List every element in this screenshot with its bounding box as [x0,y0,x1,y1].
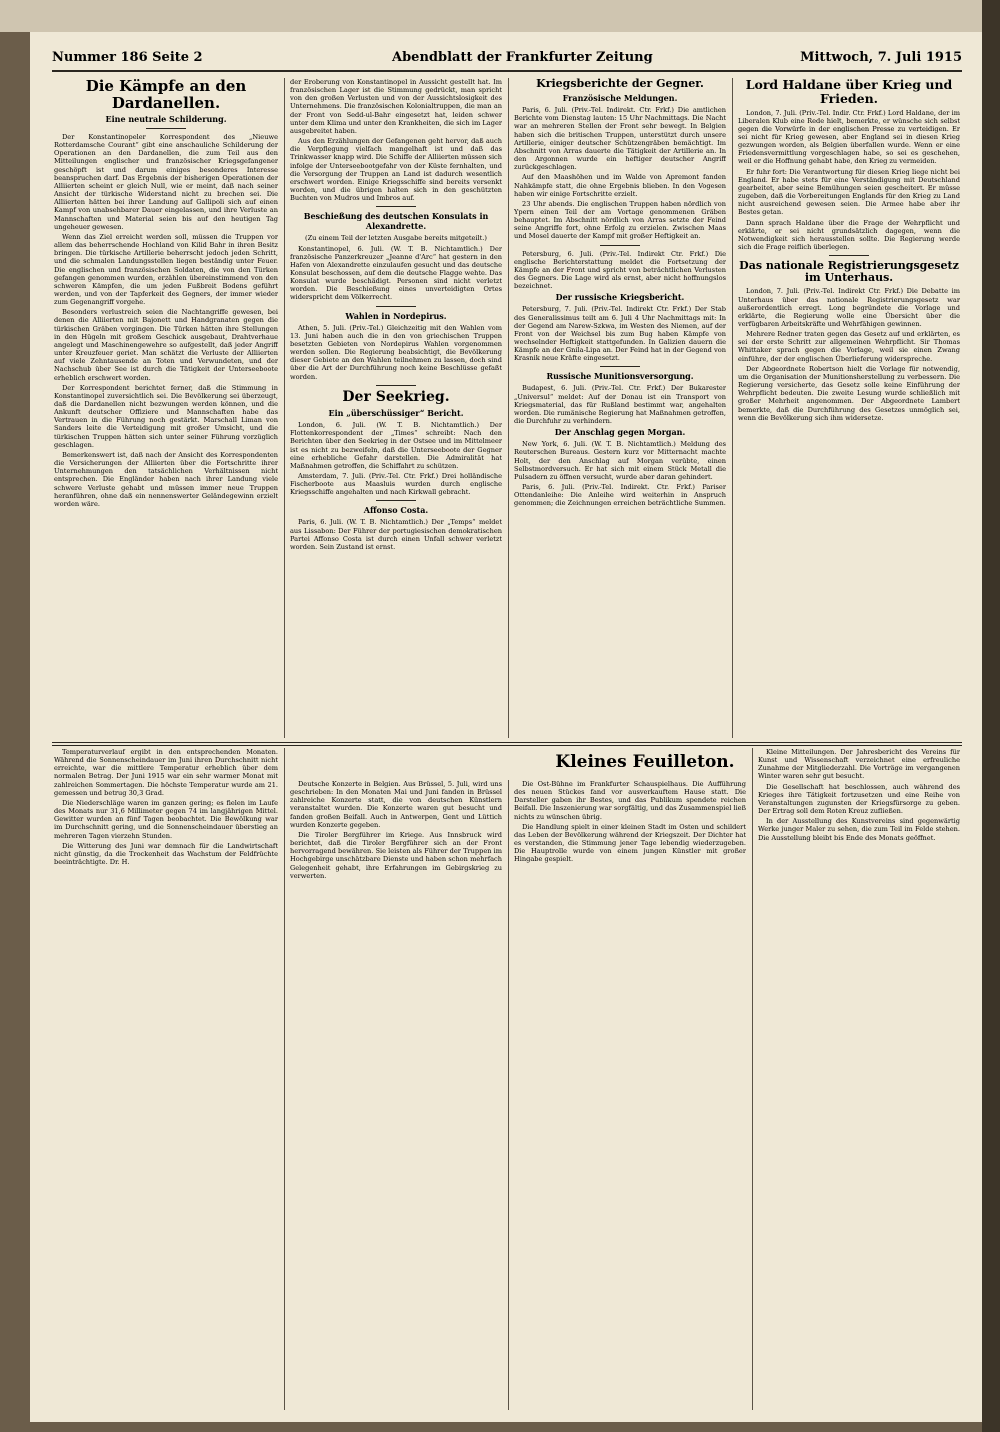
headline-haldane: Lord Haldane über Krieg und Frieden. [745,78,953,106]
headline-kriegsberichte: Kriegsberichte der Gegner. [536,78,704,90]
column-feuilleton-a [290,780,502,1410]
article-paragraph: Der Abgeordnete Robertson hielt die Vorlage für notwendig, um die Organisation der Munitionsherstellung zu verbessern. Die Regierung versicherte, das Gesetz solle keine Einführung der Wehrpflicht bedeuten. Die zweite Lesung wurde schließlich mit großer Mehrheit angenommen. Der Abgeordnete Lambert bemerkte, daß die Durchführung des Gesetzes unmöglich sei, wenn die Bevölkerung sich ihm widersetze. [738,364,960,422]
article-paragraph: In der Ausstellung des Kunstvereins sind gegenwärtig Werke junger Maler zu sehen, die zum Teil im Felde stehen. Die Ausstellung bleibt bis Ende des Monats geöffnet. [758,817,960,842]
column-haldane [738,78,960,738]
page-number: Nummer 186 Seite 2 [52,50,203,65]
article-paragraph: Deutsche Konzerte in Belgien. Aus Brüssel, 5. Juli, wird uns geschrieben: In den Monaten Mai und Juni fanden in Brüssel zahlreiche Konzerte statt, die von deutschen Künstlern veranstaltet wurden. Die Konzerte waren gut besucht und fanden großen Beifall. Auch in Antwerpen, Gent und Lüttich wurden Konzerte gegeben. [290,780,502,829]
article-paragraph: Die Niederschläge waren im ganzen gering; es fielen im Laufe des Monats nur 31,6 Millimeter gegen 74 im langjährigen Mittel. Gewitter wurden an fünf Tagen beobachtet. Die Bewölkung war im Durchschnitt gering, und die Sonnenscheindauer überstieg an mehreren Tagen vierzehn Stunden. [54,798,278,840]
divider [146,128,186,129]
article-paragraph: Die Witterung des Juni war demnach für die Landwirtschaft nicht günstig, da die Trockenheit das Wachstum der Feldfrüchte beeinträchtigte. Dr. H. [54,841,278,867]
article-paragraph: Die Gesellschaft hat beschlossen, auch während des Krieges ihre Tätigkeit fortzusetzen und eine Reihe von Veranstaltungen zugunsten der Kriegsfürsorge zu geben. Der Ertrag soll dem Roten Kreuz zufließen. [758,782,960,816]
divider [600,245,640,246]
article-paragraph: Amsterdam, 7. Juli. (Priv.-Tel. Ctr. Frkf.) Drei holländische Fischerboote aus Maasluis wurden durch englische Kriegsschiffe angehalten und nach Kirkwall gebracht. [290,472,502,497]
article-paragraph: Konstantinopel, 6. Juli. (W. T. B. Nichtamtlich.) Der französische Panzerkreuzer „Jeanne d'Arc“ hat gestern in den Hafen von Alexandrette einzulaufen gesucht und das deutsche Konsulat beschossen, auf dem die deutsche Flagge wehte. Das Konsulat wurde beschädigt. Personen sind nicht verletzt worden. Die Beschießung eines unverteidigten Ortes widerspricht dem Völkerrecht. [290,244,502,302]
divider [376,206,416,207]
article-paragraph: Wenn das Ziel erreicht werden soll, müssen die Truppen vor allem das beherrschende Hochland von Kilid Bahr in ihren Besitz bringen. Die türkische Artillerie beherrscht jedoch jeden Schritt, und die schmalen Landungsstellen liegen beständig unter Feuer. Die englischen und französischen Soldaten, die von den Türken gefangen genommen wurden, erzählen übereinstimmend von den schweren Kämpfen, die um jeden Fußbreit Bodens geführt werden, und von der Tapferkeit des Gegners, der immer wieder zum Gegenangriff vorgehe. [54,232,278,307]
column-rule [752,748,753,1410]
article-paragraph: London, 7. Juli. (Priv.-Tel. Indirekt Ctr. Frkf.) Die Debatte im Unterhaus über das nationale Registrierungsgesetz war außerordentlich erregt. Long begründete die Vorlage und erklärte, die Regierung wolle eine Übersicht über die verfügbaren Arbeitskräfte und Wehrfähigen gewinnen. [738,287,960,328]
masthead [52,50,962,72]
editor-note: (Zu einem Teil der letzten Ausgabe bereits mitgeteilt.) [305,234,487,243]
article-paragraph: Er fuhr fort: Die Verantwortung für diesen Krieg liege nicht bei England. Er habe stets für eine Verständigung mit Deutschland gearbeitet, aber seine Bemühungen seien gescheitert. Er müsse zugeben, daß die Vorbereitungen Englands für den Krieg zu Land nicht ausreichend gewesen seien. Die Armee habe aber ihr Bestes getan. [738,167,960,217]
column-rule [508,78,509,738]
article-paragraph: New York, 6. Juli. (W. T. B. Nichtamtlich.) Meldung des Reuterschen Bureaus. Gestern kurz vor Mitternacht machte Holt, der den Anschlag auf Morgan verübte, einen Selbstmordversuch. Er hat sich mit einem Stück Metall die Pulsadern zu öffnen versucht, wurde aber daran gehindert. [514,440,726,481]
article-paragraph: Paris, 6. Juli. (W. T. B. Nichtamtlich.) Der „Temps“ meldet aus Lissabon: Der Führer der portugiesischen demokratischen Partei Affonso Costa ist durch einen Unfall schwer verletzt worden. Sein Zustand ist ernst. [290,518,502,551]
article-paragraph: Die Handlung spielt in einer kleinen Stadt im Osten und schildert das Leben der Bevölkerung während der Kriegszeit. Der Dichter hat es verstanden, die Stimmung jener Tage lebendig wiederzugeben. Die Hauptrolle wurde von einem jungen Künstler mit großer Hingabe gespielt. [514,822,746,864]
column-rule [284,78,285,738]
article-paragraph: Mehrere Redner traten gegen das Gesetz auf und erklärten, es sei der erste Schritt zur allgemeinen Wehrpflicht. Sir Thomas Whittaker sprach gegen die Vorlage, weil sie einen Zwang einführe, der der englischen Überlieferung widerspreche. [738,330,960,363]
article-paragraph: Die Ost-Bühne im Frankfurter Schauspielhaus. Die Aufführung des neuen Stückes fand vor ausverkauftem Hause statt. Die Darsteller gaben ihr Bestes, und das Publikum spendete reichen Beifall. Die Inszenierung war sorgfältig, und das Zusammenspiel ließ nichts zu wünschen übrig. [514,780,746,821]
article-paragraph: Die Tiroler Bergführer im Kriege. Aus Innsbruck wird berichtet, daß die Tiroler Bergführer sich an der Front hervorragend bewähren. Sie leisten als Führer der Truppen im Hochgebirge unschätzbare Dienste und haben schon mehrfach Gelegenheit gehabt, ihre Erfahrungen im Gebirgskrieg zu verwerten. [290,830,502,880]
headline-wahlen: Wahlen in Nordepirus. [345,310,447,321]
article-paragraph: Budapest, 6. Juli. (Priv.-Tel. Ctr. Frkf.) Der Bukarester „Universul“ meldet: Auf der Donau ist ein Transport von Kriegsmaterial, das für Rußland bestimmt war, angehalten worden. Die rumänische Regierung hat Maßnahmen getroffen, die Durchfuhr zu verhindern. [514,384,726,426]
headline-registrierung: Das nationale Registrierungsgesetz im Unterhaus. [739,259,959,285]
column-rule [732,78,733,738]
headline-anschlag-morgan: Der Anschlag gegen Morgan. [554,427,686,438]
article-paragraph: 23 Uhr abends. Die englischen Truppen haben nördlich von Ypern einen Teil der am Vortage genommenen Gräben behauptet. Im Abschnitt nördlich von Arras setzte der Feind seine Angriffe fort, ohne Erfolg zu erzielen. Zwischen Maas und Mosel dauerte der Kampf mit großer Heftigkeit an. [514,199,726,241]
divider [376,500,416,501]
issue-date: Mittwoch, 7. Juli 1915 [800,50,962,65]
headline-konsulat: Beschießung des deutschen Konsulats in Alexandrette. [303,211,489,232]
article-paragraph: Paris, 6. Juli. (Priv.-Tel. Indirekt. Ctr. Frkf.) Pariser Ottendanleihe: Die Anleihe wird weiterhin in Anspruch genommen; die Zeichnungen erreichen beträchtliche Summen. [514,483,726,508]
article-paragraph: Kleine Mitteilungen. Der Jahresbericht des Vereins für Kunst und Wissenschaft verzeichnet eine erfreuliche Zunahme der Mitgliederzahl. Die Vorträge im vergangenen Winter waren sehr gut besucht. [758,748,960,781]
article-paragraph: Petersburg, 7. Juli. (Priv.-Tel. Indirekt Ctr. Frkf.) Der Stab des Generalissimus teilt am 6. Juli 4 Uhr Nachmittags mit: In der Gegend am Narew-Szkwa, im Westen des Niemen, auf der Front von der Weichsel bis zum Bug haben Kämpfe von wechselnder Heftigkeit stattgefunden. In Galizien dauern die Kämpfe an der Gnila-Lipa an. Der Feind hat in der Gegend von Krasnik neue Kräfte eingesetzt. [514,305,726,363]
page-edge-right [982,0,1000,1432]
headline-feuilleton: Kleines Feuilleton. [555,752,735,772]
column-rule [508,780,509,1410]
article-paragraph: der Eroberung von Konstantinopel in Aussicht gestellt hat. Im französischen Lager ist die Stimmung gedrückt, man spricht von den großen Verlusten und von der Aussichtslosigkeit des Unternehmens. Die französischen Kolonialtruppen, die man an der Front von Sedd-ul-Bahr eingesetzt hat, leiden schwer unter dem Klima und unter den Krankheiten, die sich im Lager ausgebreitet haben. [290,78,502,135]
article-paragraph: Petersburg, 6. Juli. (Priv.-Tel. Indirekt Ctr. Frkf.) Die englische Berichterstattung meldet die Fortsetzung der Kämpfe an der Front und spricht von beträchtlichen Verlusten des Gegners. Die Lage wird als ernst, aber nicht hoffnungslos bezeichnet. [514,249,726,291]
divider [376,385,416,386]
headline-dardanellen: Die Kämpfe an den Dardanellen. [85,78,247,112]
column-kriegsberichte [514,78,726,738]
article-paragraph: Auf den Maashöhen und im Walde von Apremont fanden Nahkämpfe statt, die ohne Ergebnis blieben. In den Vogesen haben wir einige Fortschritte erzielt. [514,173,726,198]
subheadline-seekrieg: Ein „überschüssiger“ Bericht. [328,408,464,419]
column-konsulat-seekrieg [290,78,502,738]
article-paragraph: Der Korrespondent berichtet ferner, daß die Stimmung in Konstantinopel zuversichtlich sei. Die Bevölkerung sei überzeugt, daß die Dardanellen nicht bezwungen werden können, und die Ankunft deutscher Offiziere und Mannschaften habe das Vertrauen in die Führung noch gestärkt. Marschall Liman von Sanders leite die Verteidigung mit großer Umsicht, und die türkischen Truppen hätten sich unter seiner Führung vorzüglich geschlagen. [54,383,278,449]
headline-costa: Affonso Costa. [363,505,429,516]
article-paragraph: Besonders verlustreich seien die Nachtangriffe gewesen, bei denen die Alliierten mit Bajonett und Handgranaten gegen die türkischen Gräben vorgingen. Die Türken hätten ihre Stellungen in den Hügeln mit großem Geschick ausgebaut, Drahtverhaue angelegt und Maschinengewehre so aufgestellt, daß jeder Angriff unter Kreuzfeuer geriet. Man schätzt die Verluste der Alliierten auf viele Zehntausende an Toten und Verwundeten, und der Nachschub über See ist durch die Tätigkeit der Unterseeboote erheblich erschwert worden. [54,308,278,382]
article-paragraph: Bemerkenswert ist, daß nach der Ansicht des Korrespondenten die Versicherungen der Alliierten über die Fortschritte ihrer Unternehmungen den tatsächlichen Verhältnissen nicht entsprechen. Die Engländer haben nach ihrer Landung viele schwere Verluste gehabt und müssen immer neue Truppen heranführen, ohne daß ein nennenswerter Geländegewinn erzielt worden wäre. [54,450,278,508]
divider [376,306,416,307]
section-rule [52,742,962,743]
newspaper-title: Abendblatt der Frankfurter Zeitung [392,50,653,65]
page-edge-top [0,0,982,32]
column-rule [284,748,285,1410]
article-paragraph: Temperaturverlauf ergibt in den entsprechenden Monaten. Während die Sonnenscheindauer im Juni ihren Durchschnitt nicht erreichte, war die mittlere Temperatur erheblich über dem normalen Betrag. Der Juni 1915 war ein sehr warmer Monat mit zahlreichen Sommertagen. Die höchste Temperatur wurde am 21. gemessen und betrug 30,3 Grad. [54,748,278,797]
subheadline-franzoesisch: Französische Meldungen. [562,93,678,104]
article-paragraph: Dann sprach Haldane über die Frage der Wehrpflicht und erklärte, er sei nicht grundsätzlich dagegen, wenn die Notwendigkeit sich herausstellen sollte. Die Regierung werde sich die Frage reiflich überlegen. [738,218,960,251]
column-dardanellen [54,78,278,738]
headline-seekrieg: Der Seekrieg. [342,388,450,405]
article-paragraph: Aus den Erzählungen der Gefangenen geht hervor, daß auch die Verpflegung vielfach mangelhaft ist und daß das Trinkwasser knapp wird. Die Schiffe der Alliierten müssen sich infolge der Unterseebootgefahr von der Küste fernhalten, und die Versorgung der Truppen an Land ist dadurch wesentlich erschwert worden. Einige Kriegsschiffe sind bereits versenkt worden, und die übrigen halten sich in den geschützten Buchten von Mudros und Imbros auf. [290,137,502,203]
article-paragraph: Der Konstantinopeler Korrespondent des „Nieuwe Rotterdamsche Courant“ gibt eine anschauliche Schilderung der Operationen an den Dardanellen, die zum Teil aus den Mitteilungen englischer und französischer Kriegsgefangener geschöpft ist und darum einiges besonderes Interesse beanspruchen darf. Das Ergebnis der bisherigen Operationen der Alliierten scheint er gleich Null, wie er meint, daß nach seiner Ansicht der türkische Widerstand nicht zu brechen sei. Die Alliierten hätten bei ihrer Landung auf Gallipoli sich auf einen Kampf von unabsehbarer Dauer eingelassen, und ihre Verluste an Mannschaften und Material seien bis auf den heutigen Tag ungeheuer gewesen. [54,133,278,231]
column-feuilleton-b [514,780,746,1410]
article-paragraph: Athen, 5. Juli. (Priv.-Tel.) Gleichzeitig mit den Wahlen vom 13. Juni haben auch die in den von griechischen Truppen besetzten Gebieten von Nordepirus Wahlen vorgenommen werden sollen. Die Regierung beabsichtigt, die Bevölkerung dieser Gebiete an den Wahlen teilnehmen zu lassen, doch sind über die Art der Durchführung noch keine Beschlüsse gefaßt worden. [290,323,502,381]
subheadline-neutrale: Eine neutrale Schilderung. [105,114,227,124]
headline-munition: Russische Munitionsversorgung. [546,371,694,382]
column-feuilleton-c [758,748,960,1410]
headline-russischer-kriegsbericht: Der russische Kriegsbericht. [555,292,685,303]
article-paragraph: Paris, 6. Juli. (Priv.-Tel. Indirekt. Ctr. Frkf.) Die amtlichen Berichte vom Dienstag lauten: 15 Uhr Nachmittags. Die Nacht war an mehreren Stellen der Front sehr bewegt. In Belgien haben sich die britischen Truppen, unterstützt durch unsere Artillerie, einiger deutscher Schützengräben bemächtigt. Im Abschnitt von Arras dauerte die Tätigkeit der Artillerie an. In den Argonnen wurde ein heftiger deutscher Angriff zurückgeschlagen. [514,106,726,172]
section-rule [52,745,962,746]
divider [829,255,869,256]
divider [600,366,640,367]
article-paragraph: London, 6. Juli. (W. T. B. Nichtamtlich.) Der Flottenkorrespondent der „Times“ schreibt: Nach den Berichten über den Seekrieg in der Ostsee und im Mittelmeer ist es nicht zu bezweifeln, daß die Unterseeboote der Gegner eine erhebliche Gefahr darstellen. Die Admiralität hat Maßnahmen getroffen, die Schiffahrt zu schützen. [290,421,502,470]
column-wetterbericht [54,748,278,1410]
article-paragraph: London, 7. Juli. (Priv.-Tel. Indir. Ctr. Frkf.) Lord Haldane, der im Liberalen Klub eine Rede hielt, bemerkte, er wünsche sich selbst gegen die Vorwürfe in der englischen Presse zu verteidigen. Er sei nicht für Krieg gewesen, aber England sei in diesen Krieg gezwungen worden, als Belgien überfallen wurde. Wenn er eine Friedensvermittlung vorgeschlagen habe, so sei es geschehen, weil er die Hoffnung gehabt habe, den Krieg zu vermeiden. [738,108,960,166]
